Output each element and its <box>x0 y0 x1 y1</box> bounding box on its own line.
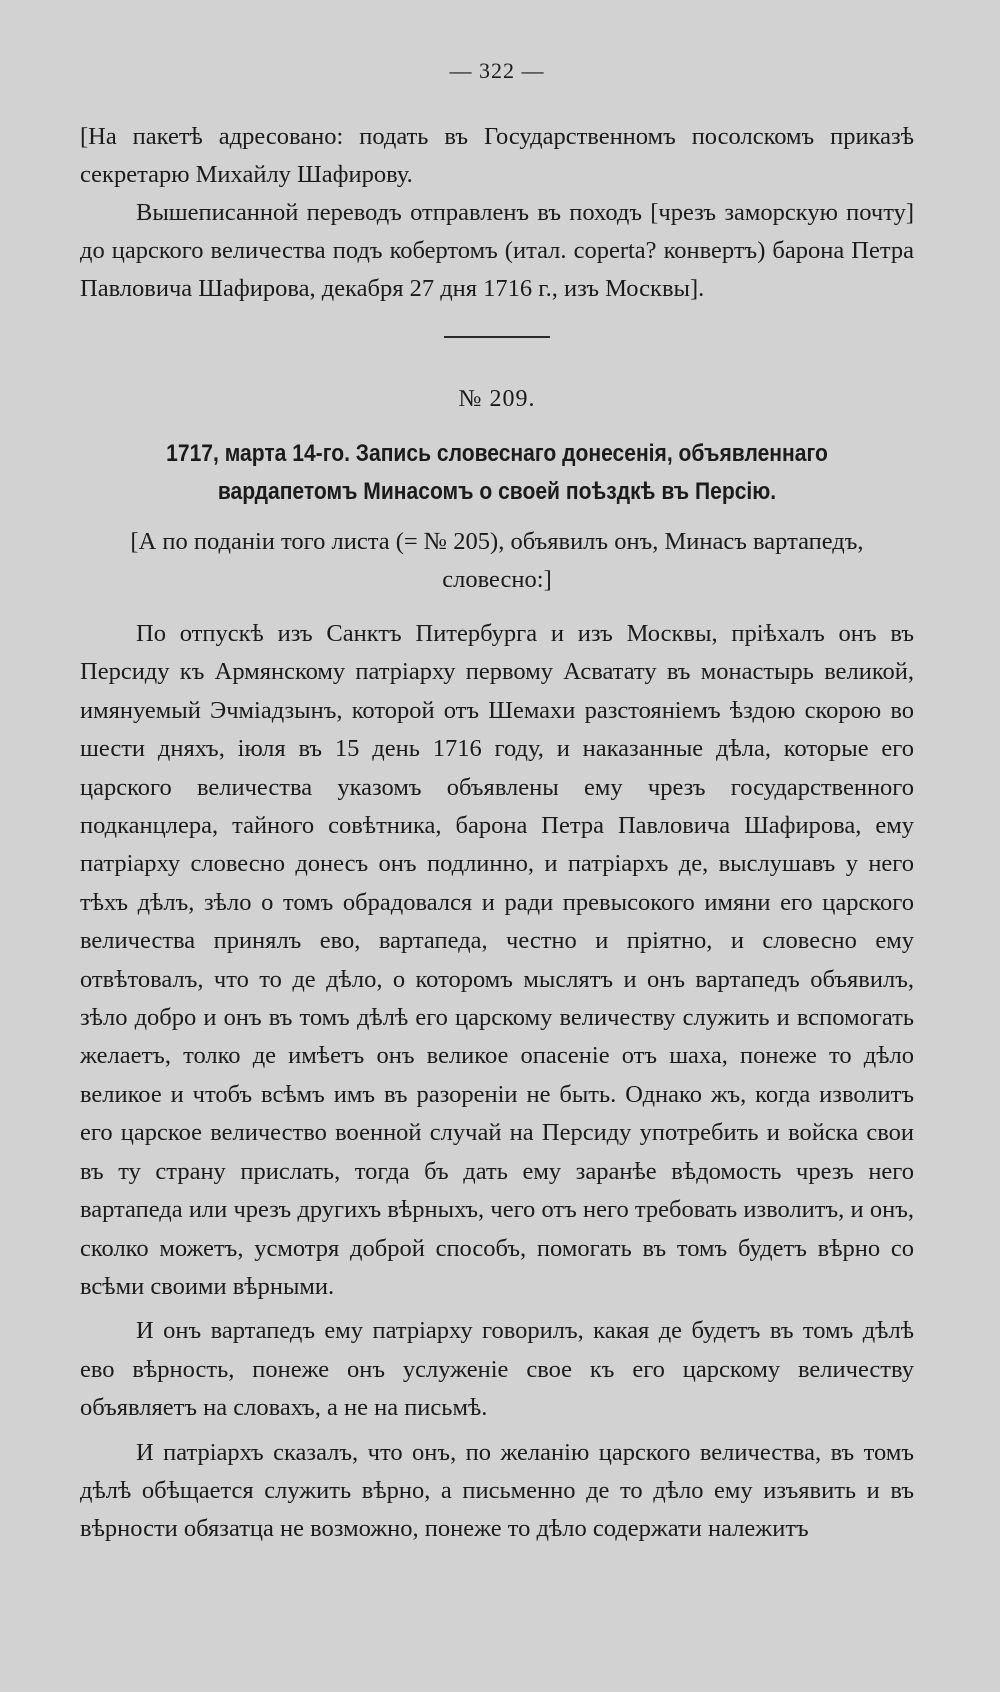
body-paragraph: И онъ вартапедъ ему патріарху говорилъ, какая де будетъ въ томъ дѣлѣ ево вѣрность, понеже онъ услуженіе свое къ его царскому величеству объявляетъ на словахъ, а не на письмѣ. <box>80 1317 914 1422</box>
document-number: № 209. <box>458 386 536 412</box>
body-paragraph: И патріархъ сказалъ, что онъ, по желанію царского величества, въ томъ дѣлѣ обѣщается служить вѣрно, а письменно де то дѣло ему изъявить и въ вѣрности обязатца не возможно, понеже то дѣло содержати належитъ <box>80 1438 914 1543</box>
document-intro: [А по поданіи того листа (= № 205), объявилъ онъ, Минасъ вартапедъ, словесно:] <box>130 528 864 593</box>
note-paragraph: Вышеписанной переводъ отправленъ въ походъ [чрезъ заморскую почту] до царского величества подъ кобертомъ (итал. coperta? конвертъ) барона Петра Павловича Шафирова, декабря 27 дня 1716 г., изъ Москвы]. <box>80 199 914 302</box>
document-title: 1717, марта 14-го. Запись словеснаго донесенія, объявленнаго вардапетомъ Минасомъ о своей поѣздкѣ въ Персію. <box>166 440 828 505</box>
note-paragraph: [На пакетѣ адресовано: подать въ Государственномъ посолскомъ приказѣ секретарю Михайлу Шафирову. <box>80 123 914 188</box>
section-divider <box>444 336 550 338</box>
body-paragraph: По отпускѣ изъ Санктъ Питербурга и изъ Москвы, пріѣхалъ онъ въ Персиду къ Армянскому патріарху первому Асватату въ монастырь великой, имянуемый Эчміадзынъ, которой отъ Шемахи разстояніемъ ѣздою скорою во шести дняхъ, іюля въ 15 день 1716 году, и наказанные дѣла, которые его царского величества указомъ объявлены ему чрезъ государственного подканцлера, тайного совѣтника, барона Петра Павловича Шафирова, ему патріарху словесно донесъ онъ подлинно, и патріархъ де, выслушавъ у него тѣхъ дѣлъ, зѣло о томъ обрадовался и ради превысокого имяни его царского величества принялъ ево, вартапеда, честно и пріятно, и словесно ему отвѣтовалъ, что то де дѣло, о которомъ мыслятъ и онъ вартапедъ объявилъ, зѣло добро и онъ въ томъ дѣлѣ его царскому величеству служить и вспомогать желаетъ, толко де имѣетъ онъ великое опасеніе отъ шаха, понеже то дѣло великое и чтобъ всѣмъ имъ въ разореніи не быть. Однако жъ, когда изволитъ его царское величество военной случай на Персиду употребить и войска свои въ ту страну прислать, тогда бъ дать ему заранѣе вѣдомость чрезъ него вартапеда или чрезъ другихъ вѣрныхъ, чего отъ него требовать изволитъ, и онъ, сколко можетъ, усмотря доброй способъ, помогать въ томъ будетъ вѣрно со всѣми своими вѣрными. <box>80 620 914 1300</box>
page-number: — 322 — <box>449 58 545 83</box>
